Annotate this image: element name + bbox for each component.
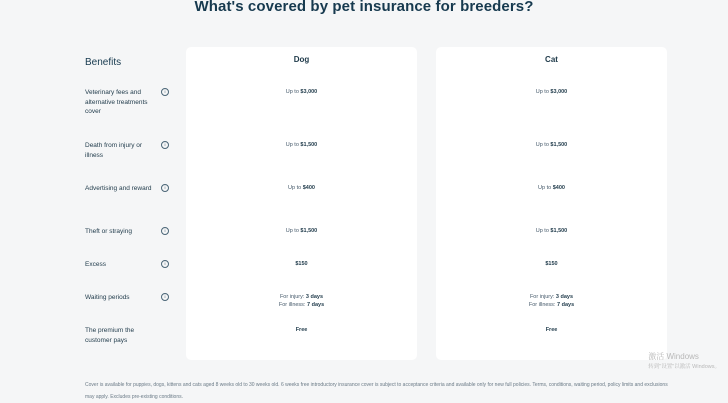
footer-disclaimer: Cover is available for puppies, dogs, kittens and cats aged 8 weeks old to 30 weeks old. 6 weeks free introductory insurance cover is subject to acceptance criteria and available only for new full policies. Terms, conditions, waiting period, policy limits and exclusions may apply. Excludes pre-existing conditions. <box>85 382 668 400</box>
info-icon[interactable]: i <box>161 141 169 149</box>
cell-advertising: Up to $400 <box>538 185 565 191</box>
cell-theft: Up to $1,500 <box>535 228 568 234</box>
cell-vet-fees: Up to $3,000 <box>535 89 568 95</box>
cell-excess: $150 <box>545 261 558 267</box>
info-icon[interactable]: i <box>161 184 169 192</box>
benefits-heading: Benefits <box>85 57 122 68</box>
cell-excess: $150 <box>295 261 308 267</box>
plan-card-cat <box>436 47 667 360</box>
cell-waiting: For injury: 3 days For illness: 7 days <box>528 294 575 308</box>
row-label-advertising: Advertising and reward <box>85 185 152 192</box>
cell-waiting: For injury: 3 days For illness: 7 days <box>278 294 325 308</box>
cell-death: Up to $1,500 <box>285 142 318 148</box>
cell-death: Up to $1,500 <box>535 142 568 148</box>
row-label-premium: The premium the customer pays <box>85 327 135 344</box>
plan-name: Cat <box>545 55 558 64</box>
info-icon[interactable]: i <box>161 260 169 268</box>
watermark-line1: 激活 Windows <box>648 352 699 361</box>
plan-card-dog <box>186 47 417 360</box>
cell-premium: Free <box>545 327 558 333</box>
page-title: What's covered by pet insurance for breeders? <box>194 0 534 15</box>
row-label-excess: Excess <box>85 261 106 268</box>
row-label-waiting: Waiting periods <box>85 294 130 301</box>
info-icon[interactable]: i <box>161 88 169 96</box>
cell-vet-fees: Up to $3,000 <box>285 89 318 95</box>
windows-activation-watermark <box>648 352 720 372</box>
row-label-vet-fees: Veterinary fees and alternative treatments cover <box>85 89 148 115</box>
row-label-theft: Theft or straying <box>85 228 132 235</box>
info-icon[interactable]: i <box>161 293 169 301</box>
cell-advertising: Up to $400 <box>288 185 315 191</box>
cell-theft: Up to $1,500 <box>285 228 318 234</box>
info-icon[interactable]: i <box>161 227 169 235</box>
cell-premium: Free <box>295 327 308 333</box>
plan-name: Dog <box>293 55 310 64</box>
watermark-line2: 转到"设置"以激活 Windows。 <box>648 364 720 370</box>
row-label-death: Death from injury or illness <box>85 142 143 159</box>
